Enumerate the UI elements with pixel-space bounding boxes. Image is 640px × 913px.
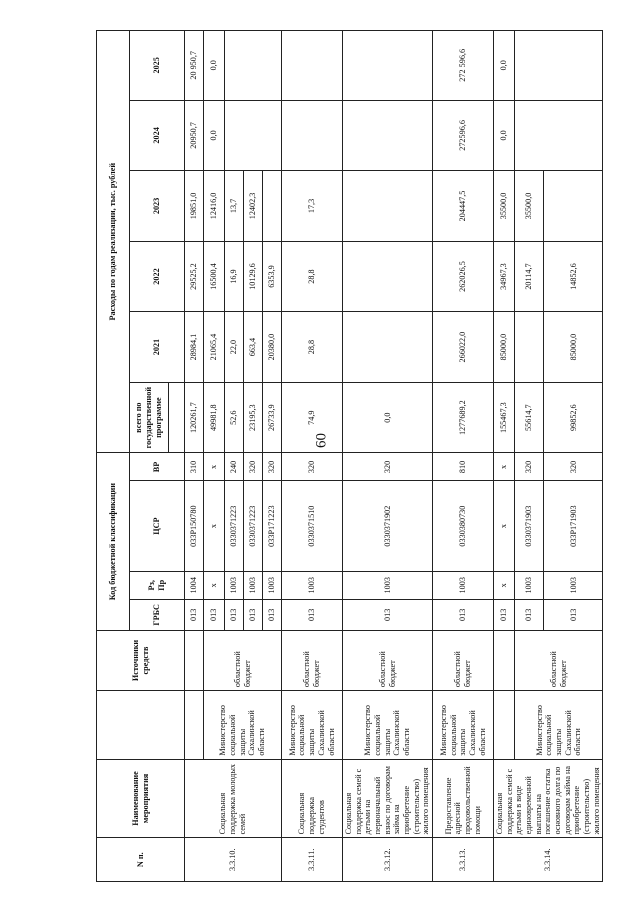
table-row bbox=[185, 31, 204, 882]
y2024-cell bbox=[343, 100, 433, 171]
y2021-cell bbox=[343, 312, 433, 383]
vr-cell: 810 bbox=[433, 453, 494, 481]
y2025-cell bbox=[282, 31, 343, 101]
source-cell: областной бюджет bbox=[515, 630, 603, 690]
rzpr-cell: 1003 bbox=[225, 571, 244, 599]
y2023-cell: 12402,3 bbox=[244, 171, 263, 242]
csr-cell: 0330371223 bbox=[244, 481, 263, 571]
rzpr-cell: х bbox=[494, 571, 515, 599]
y2022-cell: 28,8 bbox=[282, 241, 343, 312]
total-cell: 1277689,2 bbox=[433, 382, 494, 453]
y2021-cell bbox=[515, 312, 544, 383]
y2022-cell: 20114,7 bbox=[515, 241, 544, 312]
y2023-cell bbox=[544, 171, 603, 242]
responsible-cell: Министерство социальной защиты Сахалинской области bbox=[282, 691, 343, 759]
vr-cell: 320 bbox=[515, 453, 544, 481]
y2022-cell: 14852,6 bbox=[544, 241, 603, 312]
responsible-cell: Министерство социальной защиты Сахалинской области bbox=[343, 691, 433, 759]
table-row bbox=[343, 31, 433, 882]
responsible-cell: Министерство социальной защиты Сахалинской области bbox=[433, 691, 494, 759]
y2024-cell: 272596,6 bbox=[433, 100, 494, 171]
item-number: 3.3.12. bbox=[343, 838, 433, 882]
header-name: Наименование мероприятия bbox=[97, 759, 185, 838]
y2022-cell: 262026,5 bbox=[433, 241, 494, 312]
y2022-cell: 16,9 bbox=[225, 241, 244, 312]
header-2025: 2025 bbox=[130, 31, 185, 101]
csr-cell: 0330371902 bbox=[343, 481, 433, 571]
vr-cell: 240 bbox=[225, 453, 244, 481]
page-number: 60 bbox=[313, 433, 330, 448]
item-name: Социальная поддержка молодых семей bbox=[185, 759, 282, 838]
header-2022: 2022 bbox=[130, 241, 185, 312]
y2021-cell: 21065,4 bbox=[204, 312, 225, 383]
header-spending: Расходы по годам реализации, тыс. рублей bbox=[97, 31, 130, 453]
rzpr-cell: 1003 bbox=[515, 571, 544, 599]
vr-cell: х bbox=[204, 453, 225, 481]
y2025-cell bbox=[515, 31, 603, 101]
y2023-cell: 35500,0 bbox=[494, 171, 515, 242]
header-csr: ЦСР bbox=[130, 481, 185, 571]
y2022-cell: 6353,9 bbox=[263, 241, 282, 312]
header-total: всего по государственной программе bbox=[130, 382, 169, 453]
item-name: Предоставление адресной продовольственной помощи bbox=[433, 759, 494, 838]
grbs-cell: 013 bbox=[204, 599, 225, 630]
csr-cell: 0330371510 bbox=[282, 481, 343, 571]
grbs-cell: 013 bbox=[433, 599, 494, 630]
source-cell bbox=[494, 630, 515, 690]
y2023-cell bbox=[343, 171, 433, 242]
y2025-cell: 20 950,7 bbox=[185, 31, 204, 101]
total-cell: 120261,7 bbox=[185, 382, 204, 453]
total-cell: 74,9 bbox=[282, 382, 343, 453]
item-number: 3.3.13. bbox=[433, 838, 494, 882]
y2021-cell: 22,0 bbox=[225, 312, 244, 383]
y2022-cell: 34967,3 bbox=[494, 241, 515, 312]
table-sheet bbox=[96, 30, 601, 882]
grbs-cell: 013 bbox=[515, 599, 544, 630]
vr-cell: 320 bbox=[263, 453, 282, 481]
rzpr-cell: 1003 bbox=[282, 571, 343, 599]
total-cell: 99852,6 bbox=[544, 382, 603, 453]
y2022-cell bbox=[343, 241, 433, 312]
vr-cell: 320 bbox=[343, 453, 433, 481]
header-vr: ВР bbox=[130, 453, 185, 481]
item-name: Социальная поддержка студентов bbox=[282, 759, 343, 838]
y2023-cell: 17,3 bbox=[282, 171, 343, 242]
header-n: N п. bbox=[97, 838, 185, 882]
grbs-cell: 013 bbox=[544, 599, 603, 630]
y2024-cell bbox=[225, 100, 282, 171]
y2024-cell: 0,0 bbox=[204, 100, 225, 171]
y2024-cell bbox=[515, 100, 603, 171]
y2025-cell: 0,0 bbox=[204, 31, 225, 101]
y2025-cell bbox=[225, 31, 282, 101]
budget-table bbox=[96, 30, 603, 882]
source-cell bbox=[185, 630, 204, 690]
rzpr-cell: 1003 bbox=[544, 571, 603, 599]
y2025-cell bbox=[343, 31, 433, 101]
grbs-cell: 013 bbox=[185, 599, 204, 630]
csr-cell: 0330371903 bbox=[515, 481, 544, 571]
total-cell: 0,0 bbox=[343, 382, 433, 453]
rzpr-cell: 1003 bbox=[343, 571, 433, 599]
y2021-cell: 28,8 bbox=[282, 312, 343, 383]
total-cell: 49981,8 bbox=[204, 382, 225, 453]
csr-cell: 033Р171903 bbox=[544, 481, 603, 571]
table-row bbox=[515, 31, 544, 882]
responsible-cell: Министерство социальной защиты Сахалинской области bbox=[515, 691, 603, 759]
grbs-cell: 013 bbox=[263, 599, 282, 630]
csr-cell: 033Р171223 bbox=[263, 481, 282, 571]
item-number: 3.3.14. bbox=[494, 838, 603, 882]
y2025-cell: 272 596,6 bbox=[433, 31, 494, 101]
y2021-cell: 85000,0 bbox=[544, 312, 603, 383]
header-total-spacer bbox=[169, 382, 185, 453]
table-row bbox=[433, 31, 494, 882]
source-cell: областной бюджет bbox=[282, 630, 343, 690]
item-number: 3.3.10. bbox=[185, 838, 282, 882]
rzpr-cell: х bbox=[204, 571, 225, 599]
rzpr-cell: 1003 bbox=[263, 571, 282, 599]
y2022-cell: 29525,2 bbox=[185, 241, 204, 312]
y2025-cell: 0,0 bbox=[494, 31, 515, 101]
rzpr-cell: 1004 bbox=[185, 571, 204, 599]
y2021-cell: 28984,1 bbox=[185, 312, 204, 383]
table-row bbox=[282, 31, 343, 882]
y2023-cell bbox=[263, 171, 282, 242]
y2023-cell: 35500,0 bbox=[515, 171, 544, 242]
y2023-cell: 12416,0 bbox=[204, 171, 225, 242]
rzpr-cell: 1003 bbox=[244, 571, 263, 599]
header-2021: 2021 bbox=[130, 312, 185, 383]
item-name: Социальная поддержка семей с детьми на первоначальный взнос по договорам займа на приобретение (строительство) жилого помещения bbox=[343, 759, 433, 838]
y2024-cell: 20950,7 bbox=[185, 100, 204, 171]
header-rzpr: Рз, Пр bbox=[130, 571, 185, 599]
vr-cell: 320 bbox=[244, 453, 263, 481]
y2023-cell: 204447,5 bbox=[433, 171, 494, 242]
total-cell: 23195,3 bbox=[244, 382, 263, 453]
total-cell: 55614,7 bbox=[515, 382, 544, 453]
grbs-cell: 013 bbox=[494, 599, 515, 630]
responsible-cell: Министерство социальной защиты Сахалинской области bbox=[204, 691, 282, 759]
table-row bbox=[204, 31, 225, 882]
source-cell: областной бюджет bbox=[204, 630, 282, 690]
header-responsible bbox=[97, 691, 185, 759]
vr-cell: х bbox=[494, 453, 515, 481]
grbs-cell: 013 bbox=[282, 599, 343, 630]
responsible-cell bbox=[185, 691, 204, 759]
vr-cell: 310 bbox=[185, 453, 204, 481]
y2021-cell: 20380,0 bbox=[263, 312, 282, 383]
table-row bbox=[494, 31, 515, 882]
csr-cell: 0330371223 bbox=[225, 481, 244, 571]
y2021-cell: 663,4 bbox=[244, 312, 263, 383]
grbs-cell: 013 bbox=[225, 599, 244, 630]
y2022-cell: 16500,4 bbox=[204, 241, 225, 312]
csr-cell: х bbox=[494, 481, 515, 571]
header-grbs: ГРБС bbox=[130, 599, 185, 630]
grbs-cell: 013 bbox=[343, 599, 433, 630]
responsible-cell bbox=[494, 691, 515, 759]
source-cell: областной бюджет bbox=[433, 630, 494, 690]
header-2023: 2023 bbox=[130, 171, 185, 242]
total-cell: 155467,3 bbox=[494, 382, 515, 453]
y2024-cell bbox=[282, 100, 343, 171]
csr-cell: х bbox=[204, 481, 225, 571]
y2024-cell: 0,0 bbox=[494, 100, 515, 171]
csr-cell: 033Р150780 bbox=[185, 481, 204, 571]
y2022-cell: 10129,6 bbox=[244, 241, 263, 312]
source-cell: областной бюджет bbox=[343, 630, 433, 690]
item-number: 3.3.11. bbox=[282, 838, 343, 882]
vr-cell: 320 bbox=[282, 453, 343, 481]
grbs-cell: 013 bbox=[244, 599, 263, 630]
total-cell: 52,6 bbox=[225, 382, 244, 453]
y2023-cell: 13,7 bbox=[225, 171, 244, 242]
y2023-cell: 19851,0 bbox=[185, 171, 204, 242]
header-2024: 2024 bbox=[130, 100, 185, 171]
vr-cell: 320 bbox=[544, 453, 603, 481]
header-source: Источники средств bbox=[97, 630, 185, 690]
header-budget-code: Код бюджетной классификации bbox=[97, 453, 130, 630]
y2021-cell: 266022,0 bbox=[433, 312, 494, 383]
csr-cell: 0330380730 bbox=[433, 481, 494, 571]
total-cell: 26733,9 bbox=[263, 382, 282, 453]
item-name: Социальная поддержка семей с детьми в виде единовременной выплаты на погашение остатка основного долга по договорам займа на приобретение (строительство) жилого помещения bbox=[494, 759, 603, 838]
y2021-cell: 85000,0 bbox=[494, 312, 515, 383]
rzpr-cell: 1003 bbox=[433, 571, 494, 599]
